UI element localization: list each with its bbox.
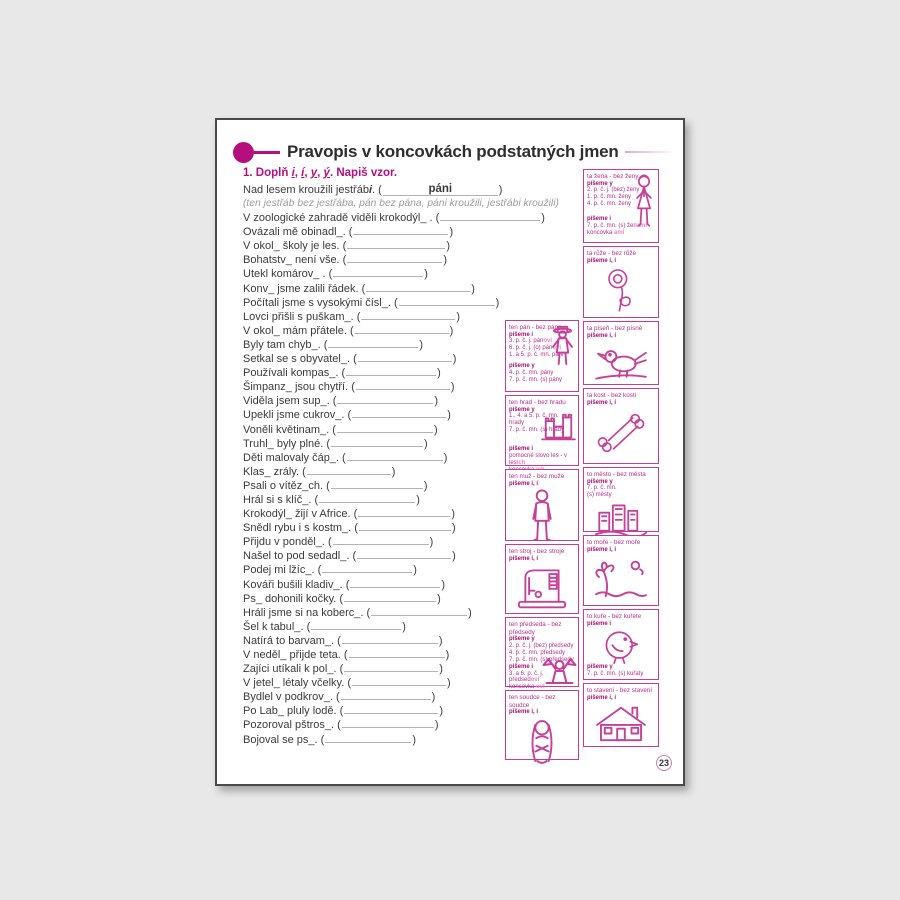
header-fade-rule [625, 151, 675, 153]
answer-blank[interactable] [344, 592, 436, 602]
pattern-case-line: 4. p. č. mn. předsedy [509, 649, 566, 656]
pattern-case-line: 4. p. č. mn. ženy [587, 201, 632, 208]
pattern-box-staveni [583, 683, 659, 747]
pattern-case-line: 4. p. č. mn. pány [509, 370, 554, 377]
exercise-line: Natírá to barvam_. ( ) [243, 634, 443, 647]
chairman-icon [542, 655, 577, 685]
exercise-line: Zajíci utíkali k pol_. ( ) [243, 663, 443, 676]
pattern-title: ten předseda - bez předsedy [509, 621, 562, 636]
chick-icon [587, 628, 655, 664]
answer-blank[interactable] [352, 676, 446, 686]
exercise-line: Truhl_ byly plné. ( ) [243, 437, 428, 450]
pattern-case-line: 3. a 6. p. č. j. [509, 670, 544, 677]
pattern-rule-label: píšeme i, í [587, 257, 617, 264]
exercise-line: Ovázali mě obinadl_. ( ) [243, 226, 454, 239]
sentence-text: Používali kompas_. [243, 367, 342, 380]
bone-icon [587, 407, 655, 459]
pattern-box-kure [583, 609, 659, 680]
pattern-rule-label: píšeme i [509, 446, 534, 453]
exercise-line: Po Lab_ pluly lodě. ( ) [243, 705, 443, 718]
header-dash-rule [254, 151, 280, 154]
exercise-line: Bydlel v podkrov_. ( ) [243, 691, 436, 704]
exercise-line: Voněli květinam_. ( ) [243, 423, 438, 436]
sentence-text: Psali o vítěz_ch. [243, 479, 327, 492]
seashore-icon [587, 554, 655, 600]
pattern-title: ten pán - bez pána [509, 324, 562, 331]
pattern-column-masculine [505, 320, 579, 763]
sentence-text: Po Lab_ pluly lodě. [243, 705, 340, 718]
example-hint: (ten jestřáb bez jestřába, pán bez pána, páni kroužili, jestřábi kroužili) [243, 198, 559, 210]
answer-blank[interactable] [371, 606, 467, 616]
answer-blank[interactable] [337, 394, 433, 404]
pattern-box-mesto [583, 467, 659, 532]
heading-letter-ii: í [301, 167, 305, 179]
sentence-text: V zoologické zahradě viděli krokodýl_ . [243, 212, 436, 225]
pattern-rule-label: píšeme i, í [509, 555, 539, 562]
pattern-box-pan [505, 320, 579, 392]
pattern-rule-label: píšeme y [509, 406, 535, 413]
exercise-line: Bojoval se ps_. ( ) [243, 733, 416, 746]
answer-blank[interactable] [399, 296, 495, 306]
answer-blank[interactable] [328, 338, 418, 348]
answer-blank[interactable] [344, 704, 438, 714]
pattern-box-pisen [583, 321, 659, 385]
highlighted-ending: ovi [552, 345, 562, 352]
exercise-line: Psali o vítěz_ch. ( ) [243, 479, 428, 492]
pattern-box-zena [583, 169, 659, 243]
answer-blank[interactable] [307, 465, 391, 475]
pattern-title: ta žena - bez ženy [587, 173, 639, 180]
sentence-text: V neděl_ přijde teta. [243, 649, 344, 661]
exercise-line: Našel to pod sedadl_. ( ) [243, 550, 456, 563]
pattern-rule-label: píšeme i, í [587, 694, 617, 701]
pattern-rule-label: píšeme i, í [509, 709, 539, 715]
sentence-text: V jetel_ létaly včelky. [243, 677, 348, 690]
sentence-text: Klas_ zrály. [243, 465, 303, 478]
exercise-line: Hráli jsme si na koberc_. ( ) [243, 606, 472, 619]
exercise-line: Konv_ jsme zalili řádek. ( ) [243, 282, 475, 295]
sentence-text: Hráli jsme si na koberc_. [243, 606, 367, 619]
exercise-lines [243, 211, 543, 747]
exercise-line: V neděl_ přijde teta. ( ) [243, 649, 450, 661]
page-number-badge: 23 [656, 755, 672, 771]
answer-blank[interactable] [359, 521, 451, 531]
highlighted-ending: ami [636, 223, 648, 230]
pattern-title: ta píseň - bez písně [587, 325, 643, 332]
pattern-case-line: 1., 4. a 5. p. č. mn. hrady [509, 413, 559, 427]
sentence-text: Děti malovaly čáp_. [243, 451, 343, 464]
pattern-rule-label: píšeme i, í [509, 480, 539, 487]
highlighted-ending: ovi [530, 677, 540, 684]
exercise-line: Snědl rybu i s kostm_. ( ) [243, 522, 456, 535]
sentence-text: Bydlel v podkrov_. [243, 691, 336, 704]
pattern-rule-label: píšeme y [587, 180, 613, 187]
pattern-title: ta kost - bez kosti [587, 392, 636, 399]
pattern-column-feminine-neuter [583, 169, 659, 750]
sentence-text: Šel k tabul_. [243, 620, 307, 633]
answer-blank[interactable] [358, 352, 452, 362]
answer-blank[interactable] [322, 563, 412, 573]
pattern-case-line: 3. p. č. j. pánovi [509, 338, 553, 345]
pattern-box-more [583, 535, 659, 606]
answer-blank[interactable] [311, 620, 401, 630]
sentence-text: Byly tam chyb_. [243, 338, 324, 351]
pattern-case-line: 1. p. č. mn. ženy [587, 194, 632, 201]
highlighted-ending: ami [614, 229, 625, 236]
answer-blank[interactable] [350, 578, 440, 588]
pattern-case-line: 7. p. č. mn. (s) předsedy [509, 656, 574, 663]
pattern-rule-label: píšeme i, í [587, 332, 617, 339]
pattern-case-line: 6. p. č. j. (o) pánovi [509, 345, 562, 352]
pattern-box-stroj [505, 544, 579, 614]
example-answer: páni [428, 183, 453, 195]
answer-blank[interactable] [342, 634, 438, 644]
section-header [233, 140, 675, 164]
sentence-text: Zajíci utíkali k pol_. [243, 663, 340, 676]
answer-blank[interactable] [356, 380, 450, 390]
exercise-line: Děti malovaly čáp_. ( ) [243, 451, 448, 464]
sentence-text: Lovci přišli s puškam_. [243, 310, 357, 323]
answer-blank[interactable] [366, 282, 470, 292]
answer-blank[interactable] [333, 267, 423, 277]
exercise-line: V jetel_ létaly včelky. ( ) [243, 677, 451, 690]
exercise-line: Používali kompas_. ( ) [243, 367, 441, 380]
highlighted-ending: ovi [543, 338, 553, 345]
highlighted-ending: ích [516, 459, 526, 466]
highlighted-ending: ovi [536, 684, 545, 691]
pattern-case-line: koncovka ami [587, 229, 625, 236]
answer-blank[interactable] [353, 225, 448, 235]
pattern-box-predseda [505, 617, 579, 691]
pattern-rule-label: píšeme y [509, 636, 535, 642]
workbook-page [215, 118, 685, 786]
sentence-text: Bohatstv_ není vše. [243, 254, 343, 267]
answer-blank[interactable] [331, 437, 423, 447]
sentence-text: Počítali jsme s vysokými čísl_. [243, 296, 394, 309]
pattern-rule-label: píšeme i [587, 216, 612, 223]
man-icon [509, 488, 575, 542]
answer-blank[interactable] [347, 451, 443, 461]
pattern-title: to město - bez města [587, 471, 646, 478]
pattern-case-line: 7. p. č. mn. (s) kuřaty [587, 671, 644, 678]
exercise-line: Setkal se s obyvatel_. ( ) [243, 353, 457, 366]
exercise-line: Hrál si s klíč_. ( ) [243, 493, 420, 506]
pattern-rule-label: píšeme y [587, 664, 613, 671]
pattern-title: to moře - bez moře [587, 539, 641, 546]
exercise-line: Byly tam chyb_. ( ) [243, 338, 424, 351]
sentence-text: Našel to pod sedadl_. [243, 550, 353, 563]
pattern-case-line: 2. p. č. j. (bez) předsedy [509, 642, 574, 649]
answer-blank[interactable] [357, 549, 451, 559]
pattern-title: to kuře - bez kuřete [587, 613, 642, 620]
answer-blank[interactable] [344, 662, 438, 672]
man-hat-icon [548, 324, 577, 366]
answer-blank[interactable] [325, 733, 411, 743]
pattern-box-soudce [505, 690, 579, 760]
songbird-icon [587, 340, 655, 386]
exercise-line: Lovci přišli s puškam_. ( ) [243, 310, 461, 323]
answer-blank[interactable] [349, 648, 445, 658]
sentence-text: V okol_ školy je les. [243, 240, 343, 253]
pattern-case-line: předsedovi [509, 677, 540, 684]
pattern-box-hrad [505, 395, 579, 466]
pattern-rule-label: píšeme i, í [587, 546, 617, 553]
answer-blank[interactable] [347, 239, 445, 249]
answer-blank[interactable] [319, 493, 415, 503]
exercise-line: Podej mi lžíc_. ( ) [243, 564, 417, 577]
sentence-text: Krokodýl_ žijí v Africe. [243, 508, 354, 521]
sentence-text: Natírá to barvam_. [243, 634, 338, 647]
exercise-line: Počítali jsme s vysokými čísl_. ( ) [243, 296, 500, 309]
answer-blank[interactable] [355, 324, 449, 334]
sentence-text: Přijdu v ponděl_. [243, 536, 328, 549]
pattern-case-line: 2. p. č. j. (bez) ženy [587, 187, 640, 194]
heading-letter-yy: ý [323, 167, 330, 179]
answer-blank[interactable] [337, 423, 433, 433]
sentence-text: Utekl komárov_ . [243, 268, 329, 281]
exercise-line: Šimpanz_ jsou chytří. ( ) [243, 381, 455, 394]
pattern-box-kost [583, 388, 659, 464]
answer-blank[interactable] [333, 535, 429, 545]
answer-blank[interactable] [331, 479, 423, 489]
exercise-line: Bohatstv_ není vše. ( ) [243, 254, 448, 267]
pattern-case-line: 7. p. č. mn. (s) hrady [509, 427, 565, 434]
pattern-title: ten hrad - bez hradu [509, 399, 566, 406]
pattern-case-line: (s) městy [587, 492, 612, 499]
heading-letter-y: y [310, 167, 318, 179]
exercise-line: Upekli jsme cukrov_. ( ) [243, 409, 451, 422]
pattern-case-line: 7. p. č. mn. [587, 485, 617, 492]
answer-blank[interactable] [440, 211, 540, 221]
sewing-machine-icon [509, 563, 575, 611]
answer-blank[interactable] [358, 507, 450, 517]
pattern-case-line: pomocné slovo les - v lesích [509, 453, 568, 466]
example-answer-blank[interactable] [383, 183, 498, 196]
sentence-text: Snědl rybu i s kostm_. [243, 522, 355, 535]
pattern-rule-label: píšeme y [587, 478, 613, 485]
exercise-line: Šel k tabul_. ( ) [243, 620, 406, 633]
sentence-text: Viděla jsem sup_. [243, 395, 333, 408]
exercise-line: Viděla jsem sup_. ( ) [243, 395, 439, 408]
exercise-line: V okol_ školy je les. ( ) [243, 240, 450, 253]
woman-icon [631, 173, 657, 235]
pattern-rule-label: píšeme i [509, 331, 534, 338]
exercise-line: V zoologické zahradě viděli krokodýl_ . ( ) [243, 212, 545, 225]
pattern-title: ta růže - bez růže [587, 250, 636, 257]
sentence-text: Setkal se s obyvatel_. [243, 353, 354, 366]
answer-blank[interactable] [347, 253, 442, 263]
sentence-text: Konv_ jsme zalili řádek. [243, 282, 362, 295]
sentence-text: Hrál si s klíč_. [243, 493, 315, 506]
pattern-title: ten soudce - bez soudce [509, 694, 556, 709]
heading-letter-i: i [291, 167, 295, 179]
rose-icon [587, 265, 655, 315]
pattern-title: ten muž - bez muže [509, 473, 565, 480]
sentence-text: Podej mi lžíc_. [243, 564, 318, 577]
pattern-rule-label: píšeme y [509, 363, 535, 370]
judge-icon [509, 717, 575, 767]
pattern-case-line: 7. p. č. mn. (s) pány [509, 376, 563, 383]
pattern-rule-label: píšeme i [587, 620, 612, 627]
pattern-case-line: koncovka ovi [509, 684, 545, 691]
exercise-heading: 1. Doplň i, í, y, ý. Napiš vzor. [243, 167, 398, 179]
heading-text: 1. Doplň [243, 167, 292, 179]
pattern-box-ruze [583, 246, 659, 318]
pattern-box-muz [505, 469, 579, 541]
answer-blank[interactable] [341, 690, 431, 700]
pattern-rule-label: píšeme i [509, 663, 534, 670]
exercise-line: Klas_ zrály. ( ) [243, 465, 396, 478]
sentence-text: Voněli květinam_. [243, 423, 333, 436]
pattern-title: ten stroj - bez stroje [509, 548, 565, 555]
sentence-text: Ovázali mě obinadl_. [243, 226, 349, 239]
section-bullet-icon [233, 142, 254, 163]
sentence-text: Truhl_ byly plné. [243, 437, 327, 450]
pattern-case-line: 7. p. č. mn. (s) ženami [587, 223, 648, 230]
pattern-case-line: 1. a 5. p. č. mn. páni [509, 352, 564, 359]
sentence-text: Pozoroval pštros_. [243, 719, 338, 732]
sentence-text: Upekli jsme cukrov_. [243, 409, 348, 422]
example-sentence: Nad lesem kroužili jestřáb [243, 184, 369, 196]
exercise-line: Ps_ dohonili kočky. ( ) [243, 592, 441, 605]
exercise-line: Přijdu v ponděl_. ( ) [243, 536, 434, 549]
sentence-text: Šimpanz_ jsou chytří. [243, 381, 352, 394]
exercise-line: Kováři bušili kladiv_. ( ) [243, 578, 446, 591]
page-title: Pravopis v koncovkách podstatných jmen [287, 142, 619, 161]
answer-blank[interactable] [346, 366, 436, 376]
exercise-line: Utekl komárov_ . ( ) [243, 268, 428, 281]
exercise-line: V okol_ mám přátele. ( ) [243, 324, 454, 337]
sentence-text: Kováři bušili kladiv_. [243, 578, 346, 591]
sentence-text: Bojoval se ps_. [243, 733, 321, 746]
sentence-text: V okol_ mám přátele. [243, 324, 350, 337]
example-line: Nad lesem kroužili jestřábi. ( páni ) [243, 183, 503, 196]
pattern-rule-label: píšeme i, í [587, 399, 617, 406]
sentence-text: Ps_ dohonili kočky. [243, 592, 340, 605]
exercise-line: Pozoroval pštros_. ( ) [243, 719, 439, 732]
cottage-icon [587, 702, 655, 744]
exercise-line: Krokodýl_ žijí v Africe. ( ) [243, 508, 455, 521]
pattern-title: to stavení - bez stavení [587, 687, 653, 694]
answer-blank[interactable] [361, 310, 455, 320]
answer-blank[interactable] [342, 718, 434, 728]
filled-letter: i [368, 184, 372, 196]
castle-icon [540, 412, 577, 443]
town-icon [587, 500, 655, 538]
answer-blank[interactable] [352, 408, 446, 418]
